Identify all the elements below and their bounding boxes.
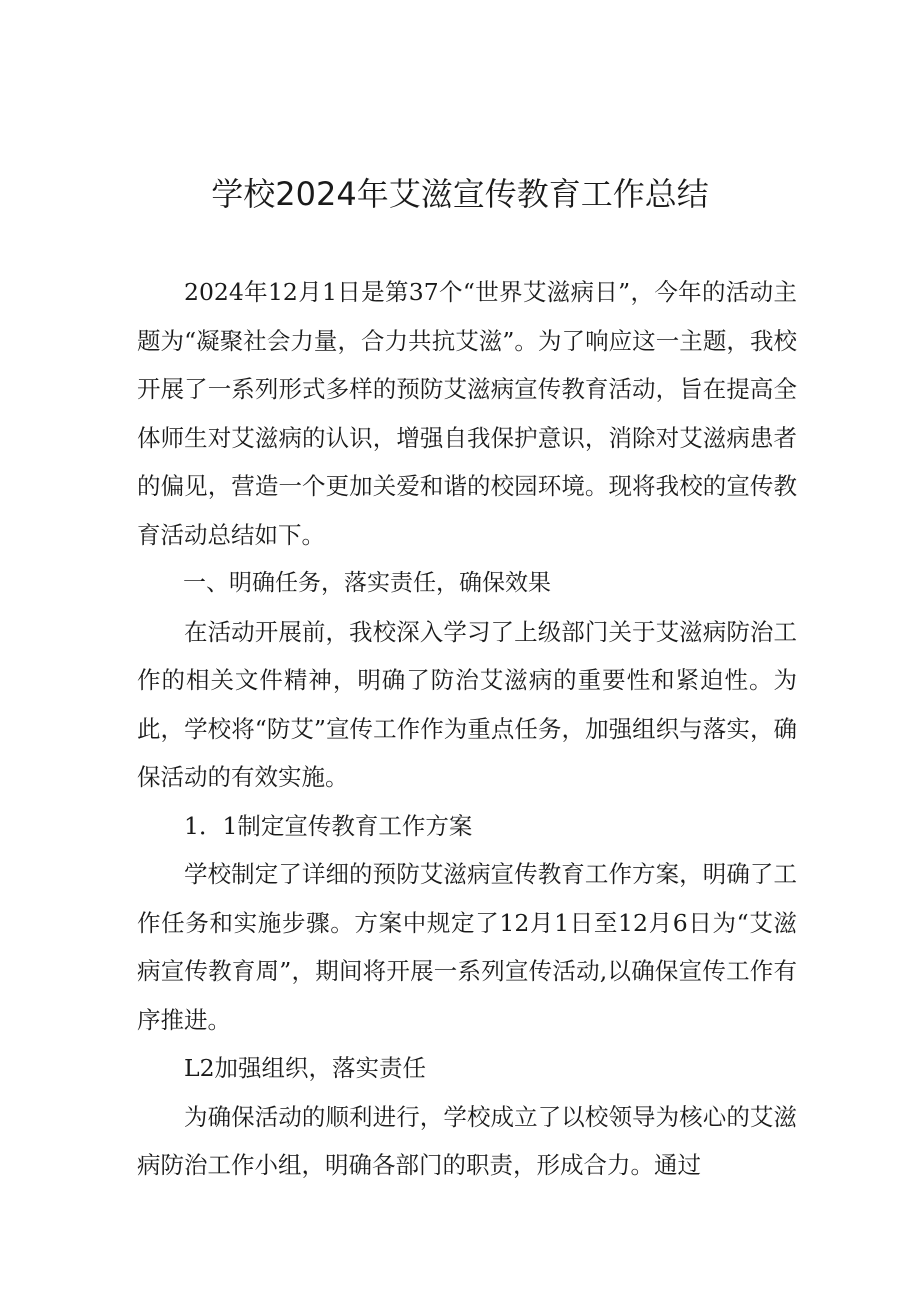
subsection-1-2-paragraph: 为确保活动的顺利进行，学校成立了以校领导为核心的艾滋病防治工作小组，明确各部门的职责，形成合力。通过 [137, 1102, 797, 1179]
section-heading-1: 一、明确任务，落实责任，确保效果 [183, 570, 551, 596]
document-title: 学校2024年艾滋宣传教育工作总结 [211, 175, 709, 213]
intro-paragraph: 2024年12月1日是第37个“世界艾滋病日”，今年的活动主题为“凝聚社会力量，合力共抗艾滋”。为了响应这一主题，我校开展了一系列形式多样的预防艾滋病宣传教育活动，旨在提高全体师生对艾滋病的认识，增强自我保护意识，消除对艾滋病患者的偏见，营造一个更加关爱和谐的校园环境。现将我校的宣传教育活动总结如下。 [137, 278, 797, 549]
subsection-heading-1-1: 1．1制定宣传教育工作方案 [184, 811, 473, 840]
section-1-paragraph: 在活动开展前，我校深入学习了上级部门关于艾滋病防治工作的相关文件精神，明确了防治艾滋病的重要性和紧迫性。为此，学校将“防艾”宣传工作作为重点任务，加强组织与落实，确保活动的有效实施。 [137, 617, 797, 791]
document-body [137, 268, 797, 1190]
subsection-1-1-paragraph: 学校制定了详细的预防艾滋病宣传教育工作方案，明确了工作任务和实施步骤。方案中规定了12月1日至12月6日为“艾滋病宣传教育周”，期间将开展一系列宣传活动,以确保宣传工作有序推进。 [137, 860, 797, 1034]
subsection-heading-1-2: L2加强组织，落实责任 [184, 1054, 427, 1082]
